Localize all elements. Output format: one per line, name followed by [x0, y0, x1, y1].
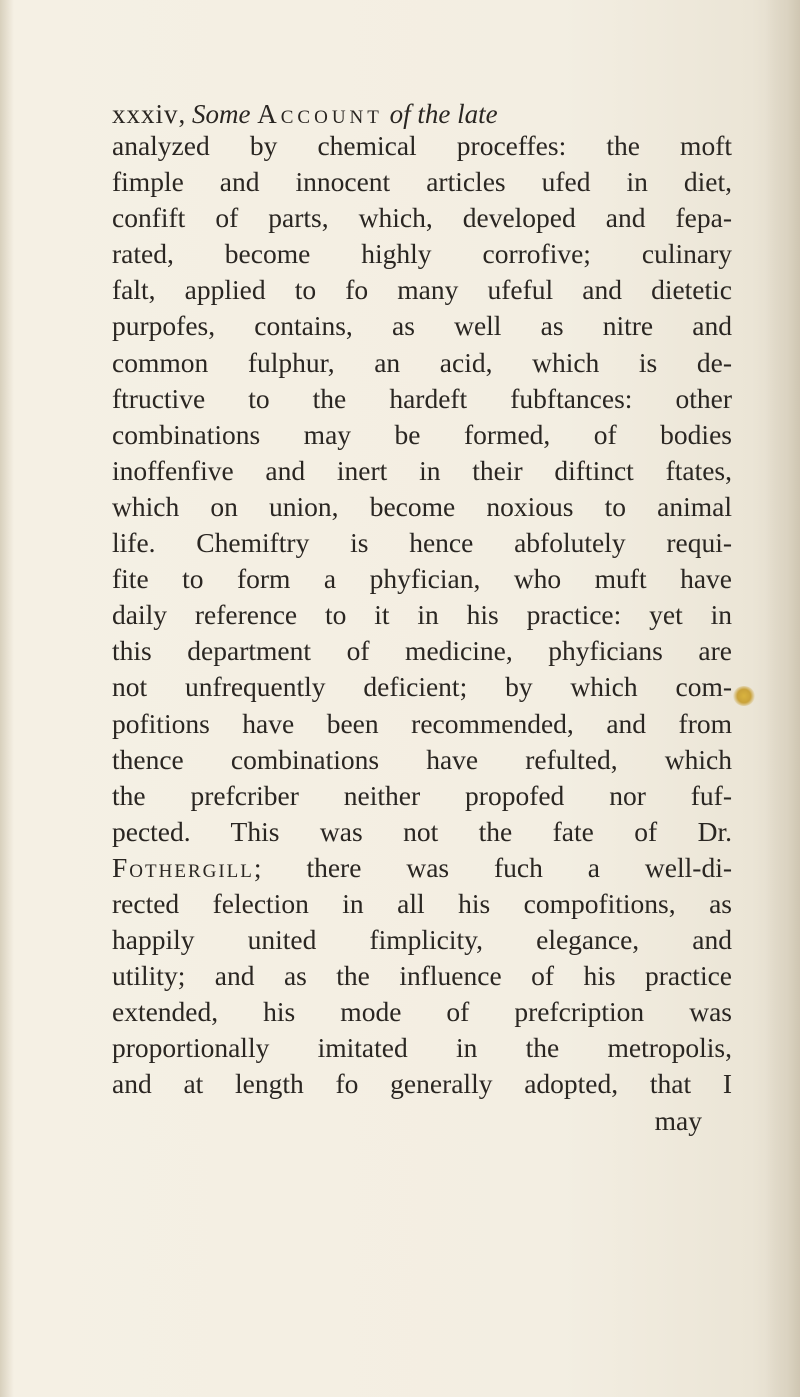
text-line: utility; and as the influence of his practice [112, 960, 732, 992]
text-line: combinations may be formed, of bodies [112, 418, 732, 450]
text-line: falt, applied to fo many ufeful and dietetic [112, 274, 732, 306]
text-line: pofitions have been recommended, and from [112, 707, 732, 739]
text-line: life. Chemiftry is hence abfolutely requi- [112, 527, 732, 559]
text-line: which on union, become noxious to animal [112, 490, 732, 522]
text-line: fite to form a phyfician, who muft have [112, 563, 732, 595]
header-separator: , [178, 99, 186, 129]
text-line: happily united fimplicity, elegance, and [112, 924, 732, 956]
text-line: pected. This was not the fate of Dr. [112, 815, 732, 847]
header-of-the-late: of the late [389, 99, 498, 129]
text-line: extended, his mode of prefcription was [112, 996, 732, 1028]
ink-stain [733, 686, 755, 706]
text-line: fimple and innocent articles ufed in diet, [112, 166, 732, 198]
text-line: confift of parts, which, developed and fepa- [112, 202, 732, 234]
text-line: the prefcriber neither propofed nor fuf- [112, 779, 732, 811]
binding-shadow [0, 0, 14, 1397]
page-number: xxxiv [112, 99, 179, 129]
header-some: Some [192, 99, 251, 129]
text-line: ftructive to the hardeft fubftances: other [112, 382, 732, 414]
header-account: Account [257, 99, 383, 129]
text-line: inoffenfive and inert in their diftinct ftates, [112, 454, 732, 486]
text-line: and at length fo generally adopted, that I [112, 1068, 732, 1100]
text-line: common fulphur, an acid, which is de- [112, 346, 732, 378]
text-line: thence combinations have refulted, which [112, 743, 732, 775]
text-line: this department of medicine, phyficians are [112, 635, 732, 667]
text-line-rest: ; there was fuch a well-di- [253, 851, 732, 883]
text-line: proportionally imitated in the metropolis, [112, 1032, 732, 1064]
body-text [112, 128, 732, 1139]
page-edge [766, 0, 800, 1397]
text-line: not unfrequently deficient; by which com- [112, 671, 732, 703]
text-line: analyzed by chemical proceffes: the moft [112, 130, 732, 161]
name-fothergill: Fothergill [112, 851, 254, 883]
catchword: may [654, 1104, 702, 1136]
text-line: purpofes, contains, as well as nitre and [112, 310, 732, 342]
text-line: rected felection in all his compofitions, as [112, 887, 732, 919]
text-line: daily reference to it in his practice: yet in [112, 599, 732, 631]
text-line: rated, become highly corrofive; culinary [112, 238, 732, 270]
text-line-fothergill [112, 850, 732, 886]
